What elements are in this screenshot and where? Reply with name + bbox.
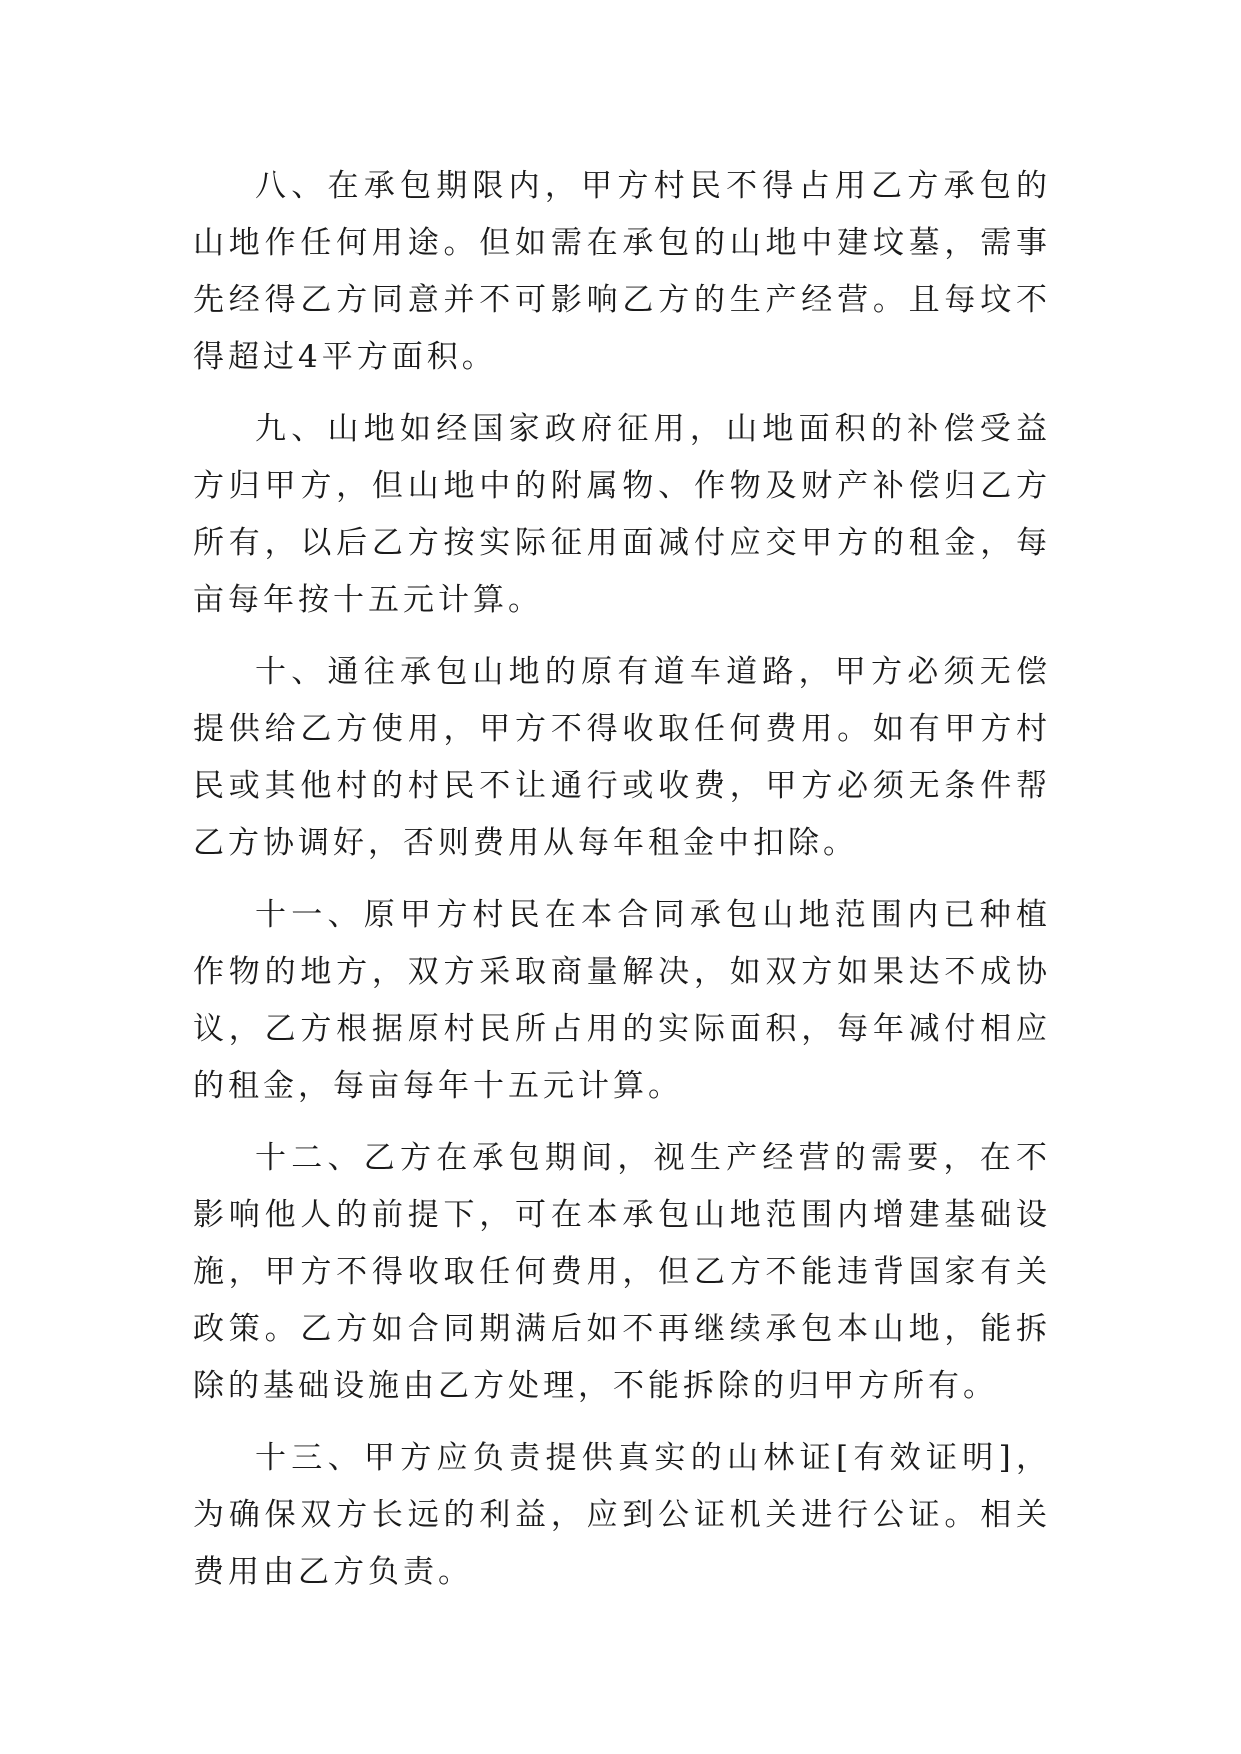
clause-12-paragraph: 十二、乙方在承包期间，视生产经营的需要，在不影响他人的前提下，可在本承包山地范围内增建基础设施，甲方不得收取任何费用，但乙方不能违背国家有关政策。乙方如合同期满后如不再继续承包本山地，能拆除的基础设施由乙方处理，不能拆除的归甲方所有。 bbox=[193, 1140, 1051, 1404]
clause-8-paragraph: 八、在承包期限内，甲方村民不得占用乙方承包的山地作任何用途。但如需在承包的山地中建坟墓，需事先经得乙方同意并不可影响乙方的生产经营。且每坟不得超过4平方面积。 bbox=[193, 168, 1051, 375]
clause-13-paragraph: 十三、甲方应负责提供真实的山林证[有效证明]，为确保双方长远的利益，应到公证机关进行公证。相关费用由乙方负责。 bbox=[193, 1440, 1051, 1590]
clause-9-paragraph: 九、山地如经国家政府征用，山地面积的补偿受益方归甲方，但山地中的附属物、作物及财产补偿归乙方所有，以后乙方按实际征用面减付应交甲方的租金，每亩每年按十五元计算。 bbox=[193, 411, 1051, 618]
clause-10-paragraph: 十、通往承包山地的原有道车道路，甲方必须无偿提供给乙方使用，甲方不得收取任何费用。如有甲方村民或其他村的村民不让通行或收费，甲方必须无条件帮乙方协调好，否则费用从每年租金中扣除。 bbox=[193, 654, 1051, 861]
clause-11-paragraph: 十一、原甲方村民在本合同承包山地范围内已种植作物的地方，双方采取商量解决，如双方如果达不成协议，乙方根据原村民所占用的实际面积，每年减付相应的租金，每亩每年十五元计算。 bbox=[193, 897, 1051, 1104]
document-body bbox=[193, 158, 1051, 1616]
